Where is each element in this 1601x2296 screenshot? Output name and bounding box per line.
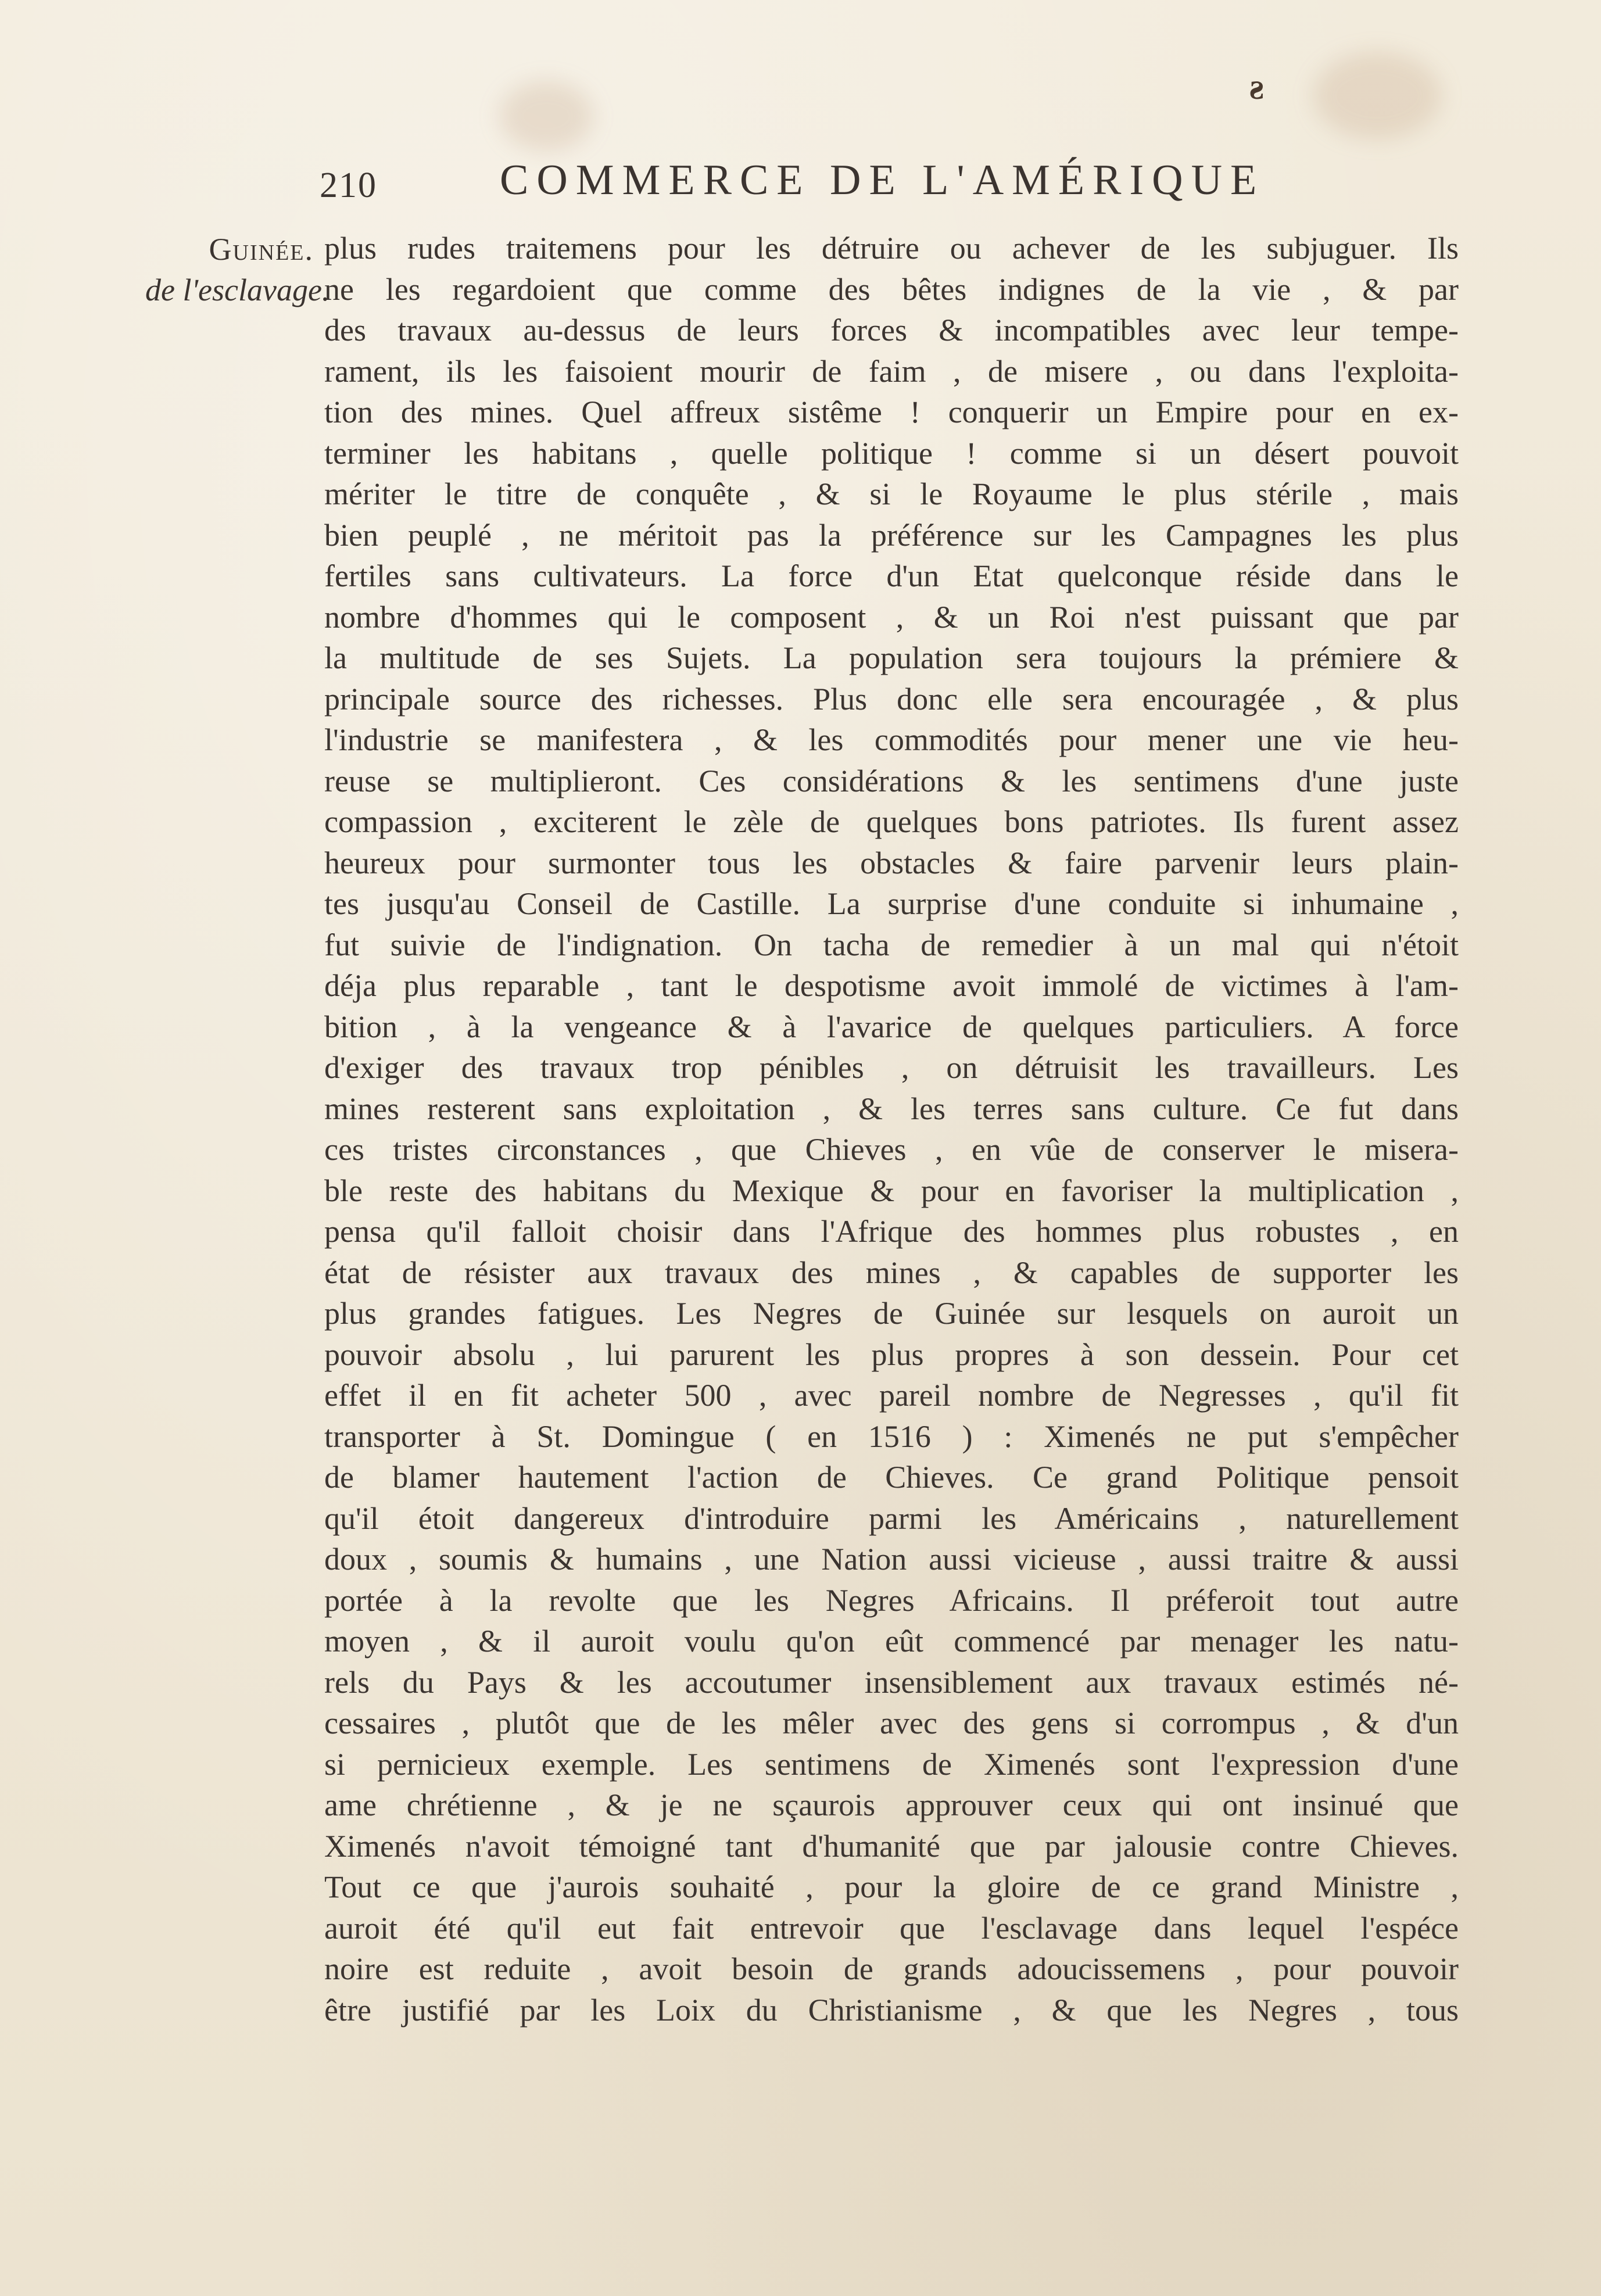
- text-line: ble reste des habitans du Mexique & pour en favoriser la multiplication ,: [324, 1173, 1459, 1208]
- text-line: l'industrie se manifestera , & les commodités pour mener une vie heu-: [324, 722, 1459, 757]
- text-line: tion des mines. Quel affreux sistême ! conquerir un Empire pour en ex-: [324, 395, 1459, 429]
- text-line: compassion , exciterent le zèle de quelques bons patriotes. Ils furent assez: [324, 804, 1459, 839]
- text-line: état de résister aux travaux des mines , & capables de supporter les: [324, 1255, 1459, 1290]
- text-line: rament, ils les faisoient mourir de faim , de misere , ou dans l'exploita-: [324, 353, 1459, 389]
- text-line: Tout ce que j'aurois souhaité , pour la gloire de ce grand Ministre ,: [324, 1869, 1459, 1904]
- text-line: rels du Pays & les accoutumer insensiblement aux travaux estimés né-: [324, 1664, 1459, 1700]
- ink-mark: ƨ: [1249, 66, 1264, 107]
- text-line: ame chrétienne , & je ne sçaurois approuver ceux qui ont insinué que: [324, 1788, 1459, 1822]
- margin-note-region: Guinée.: [209, 232, 314, 267]
- page-header: [320, 156, 1459, 220]
- text-line: d'exiger des travaux trop pénibles , on détruisit les travailleurs. Les: [324, 1050, 1459, 1085]
- text-line: qu'il étoit dangereux d'introduire parmi les Américains , naturellement: [324, 1500, 1459, 1536]
- text-line: doux , soumis & humains , une Nation aussi vicieuse , aussi traitre & aussi: [324, 1542, 1459, 1577]
- text-line: heureux pour surmonter tous les obstacles & faire parvenir leurs plain-: [324, 845, 1459, 880]
- text-line: bition , à la vengeance & à l'avarice de quelques particuliers. A force: [324, 1009, 1459, 1044]
- text-line: transporter à St. Domingue ( en 1516 ) : Ximenés ne put s'empêcher: [324, 1419, 1459, 1454]
- text-line: moyen , & il auroit voulu qu'on eût commencé par menager les natu-: [324, 1624, 1459, 1659]
- margin-note-topic: de l'esclavage.: [145, 273, 330, 307]
- text-line: effet il en fit acheter 500 , avec pareil nombre de Negresses , qu'il fit: [324, 1378, 1459, 1413]
- text-line: de blamer hautement l'action de Chieves. Ce grand Politique pensoit: [324, 1460, 1459, 1495]
- text-line: terminer les habitans , quelle politique ! comme si un désert pouvoit: [324, 435, 1459, 471]
- text-line: mines resterent sans exploitation , & les terres sans culture. Ce fut dans: [324, 1091, 1459, 1126]
- text-line: déja plus reparable , tant le despotisme avoit immolé de victimes à l'am-: [324, 968, 1459, 1003]
- text-line: plus rudes traitemens pour les détruire ou achever de les subjuguer. Ils: [324, 231, 1459, 266]
- text-line: ces tristes circonstances , que Chieves , en vûe de conserver le misera-: [324, 1132, 1459, 1167]
- text-line: être justifié par les Loix du Christianisme , & que les Negres , tous: [324, 1992, 1459, 2028]
- text-line: portée à la revolte que les Negres Africains. Il préferoit tout autre: [324, 1582, 1459, 1618]
- text-line: reuse se multiplieront. Ces considérations & les sentimens d'une juste: [324, 763, 1459, 798]
- text-line: nombre d'hommes qui le composent , & un Roi n'est puissant que par: [324, 599, 1459, 635]
- paper-stain: [500, 81, 593, 151]
- body-text: [324, 228, 1459, 2030]
- text-line: pouvoir absolu , lui parurent les plus propres à son dessein. Pour cet: [324, 1337, 1459, 1372]
- text-line: des travaux au-dessus de leurs forces & incompatibles avec leur tempe-: [324, 313, 1459, 348]
- running-title: COMMERCE DE L'AMÉRIQUE: [500, 156, 1265, 204]
- text-line: mériter le titre de conquête , & si le Royaume le plus stérile , mais: [324, 477, 1459, 511]
- text-line: cessaires , plutôt que de les mêler avec des gens si corrompus , & d'un: [324, 1706, 1459, 1740]
- text-line: principale source des richesses. Plus donc elle sera encouragée , & plus: [324, 681, 1459, 717]
- text-line: pensa qu'il falloit choisir dans l'Afrique des hommes plus robustes , en: [324, 1214, 1459, 1249]
- text-line: bien peuplé , ne méritoit pas la préférence sur les Campagnes les plus: [324, 517, 1459, 553]
- page-number: 210: [320, 166, 377, 205]
- paper-stain: [1313, 52, 1441, 139]
- text-line: la multitude de ses Sujets. La population sera toujours la prémiere &: [324, 640, 1459, 675]
- text-line: tes jusqu'au Conseil de Castille. La surprise d'une conduite si inhumaine ,: [324, 886, 1459, 921]
- text-line: noire est reduite , avoit besoin de grands adoucissemens , pour pouvoir: [324, 1951, 1459, 1986]
- text-line: plus grandes fatigues. Les Negres de Guinée sur lesquels on auroit un: [324, 1296, 1459, 1331]
- text-line: fertiles sans cultivateurs. La force d'un Etat quelconque réside dans le: [324, 558, 1459, 593]
- text-line: fut suivie de l'indignation. On tacha de remedier à un mal qui n'étoit: [324, 927, 1459, 962]
- text-line: auroit été qu'il eut fait entrevoir que l'esclavage dans lequel l'espéce: [324, 1910, 1459, 1946]
- text-line: ne les regardoient que comme des bêtes indignes de la vie , & par: [324, 271, 1459, 307]
- text-line: Ximenés n'avoit témoigné tant d'humanité que par jalousie contre Chieves.: [324, 1828, 1459, 1864]
- text-line: si pernicieux exemple. Les sentimens de Ximenés sont l'expression d'une: [324, 1746, 1459, 1782]
